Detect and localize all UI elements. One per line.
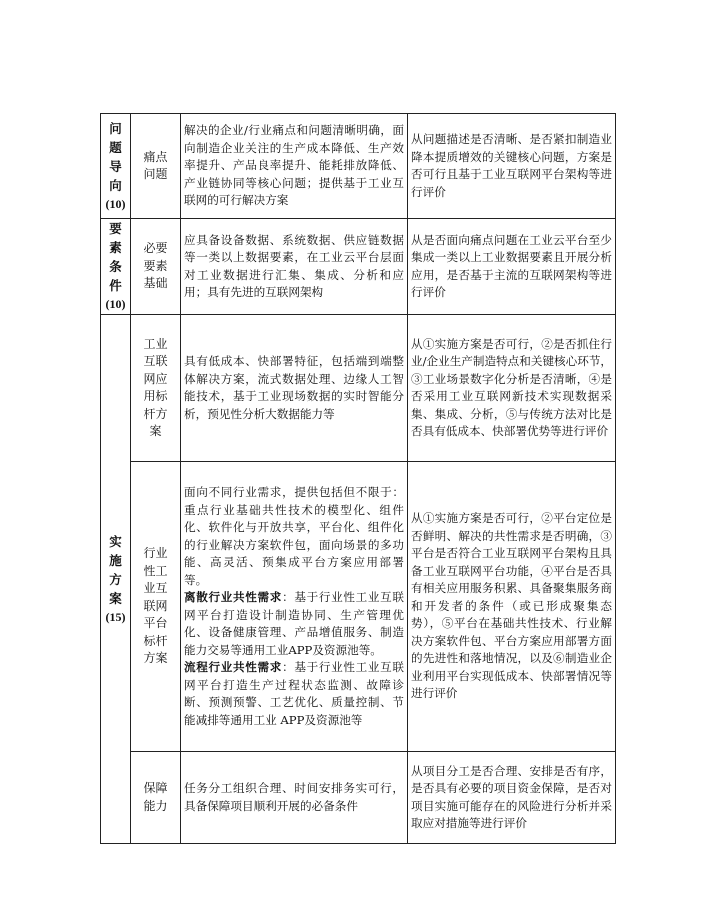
table-row <box>101 752 616 844</box>
requirement-cell: 任务分工组织合理、时间安排务实可行，具备保障项目顺利开展的必备条件 <box>181 752 408 844</box>
evaluation-criteria-table <box>100 113 616 844</box>
table-row <box>101 462 616 752</box>
requirement-cell: 具有低成本、快部署特征，包括端到端整体解决方案，流式数据处理、边缘人工智能技术，基于工业现场数据的实时智能分析，预见性分析大数据能力等 <box>181 315 408 462</box>
subcategory-cell: 必要 要素 基础 <box>131 219 181 315</box>
score-label: (15) <box>105 609 126 624</box>
process-industry-requirement: 流程行业共性需求：基于行业性工业互联网平台打造生产过程状态监测、故障诊断、预测预警、工艺优化、质量控制、节能减排等通用工业 APP及资源池等 <box>184 660 404 727</box>
category-cell: 实 施 方 案 (15) <box>101 315 131 844</box>
category-cell: 问 题 导 向 (10) <box>101 114 131 219</box>
requirement-cell <box>181 462 408 752</box>
evaluation-cell: 从①实施方案是否可行，②平台定位是否鲜明、解决的共性需求是否明确，③平台是否符合工业互联网平台架构且具备工业互联网平台功能，④平台是否具有相关应用服务积累、具备聚集服务商和开发者的条件（或已形成聚集态势），⑤平台在基础共性技术、行业解决方案软件包、平台方案应用部署方面的先进性和落地情况，以及⑥制造业企业利用平台实现低成本、快部署情况等进行评价 <box>408 462 616 752</box>
score-label: (10) <box>105 196 126 211</box>
requirement-cell: 应具备设备数据、系统数据、供应链数据等一类以上数据要素，在工业云平台层面对工业数据进行汇集、集成、分析和应用；具有先进的互联网架构 <box>181 219 408 315</box>
table-row <box>101 315 616 462</box>
subcategory-cell: 保障 能力 <box>131 752 181 844</box>
evaluation-cell: 从项目分工是否合理、安排是否有序，是否具有必要的项目资金保障，是否对项目实施可能存在的风险进行分析并采取应对措施等进行评价 <box>408 752 616 844</box>
evaluation-cell: 从①实施方案是否可行，②是否抓住行业/企业生产制造特点和关键核心环节，③工业场景数字化分析是否清晰，④是否采用工业互联网新技术实现数据采集、集成、分析，⑤与传统方法对比是否具有低成本、快部署优势等进行评价 <box>408 315 616 462</box>
discrete-industry-heading: 离散行业共性需求 <box>184 590 283 604</box>
requirement-intro: 面向不同行业需求，提供包括但不限于：重点行业基础共性技术的模型化、组件化、软件化与开放共享，平台化、组件化的行业解决方案软件包，面向场景的多功能、高灵活、预集成平台方案应用部署等。 <box>184 485 404 587</box>
evaluation-cell: 从问题描述是否清晰、是否紧扣制造业降本提质增效的关键核心问题，方案是否可行且基于工业互联网平台架构等进行评价 <box>408 114 616 219</box>
score-label: (10) <box>105 297 126 311</box>
subcategory-cell: 行业 性工 业互 联网 平台 标杆 方案 <box>131 462 181 752</box>
process-industry-heading: 流程行业共性需求 <box>184 660 283 674</box>
table-row <box>101 219 616 315</box>
table-row <box>101 114 616 219</box>
subcategory-cell: 痛点 问题 <box>131 114 181 219</box>
discrete-industry-requirement: 离散行业共性需求：基于行业性工业互联网平台打造设计制造协同、生产管理优化、设备健康管理、产品增值服务、制造能力交易等通用工业APP及资源池等。 <box>184 590 404 657</box>
evaluation-cell: 从是否面向痛点问题在工业云平台至少集成一类以上工业数据要素且开展分析应用，是否基于主流的互联网架构等进行评价 <box>408 219 616 315</box>
category-cell: 要 素 条 件 (10) <box>101 219 131 315</box>
subcategory-cell: 工业 互联 网应 用标 杆方 案 <box>131 315 181 462</box>
requirement-cell: 解决的企业/行业痛点和问题清晰明确，面向制造企业关注的生产成本降低、生产效率提升、产品良率提升、能耗排放降低、产业链协同等核心问题；提供基于工业互联网的可行解决方案 <box>181 114 408 219</box>
